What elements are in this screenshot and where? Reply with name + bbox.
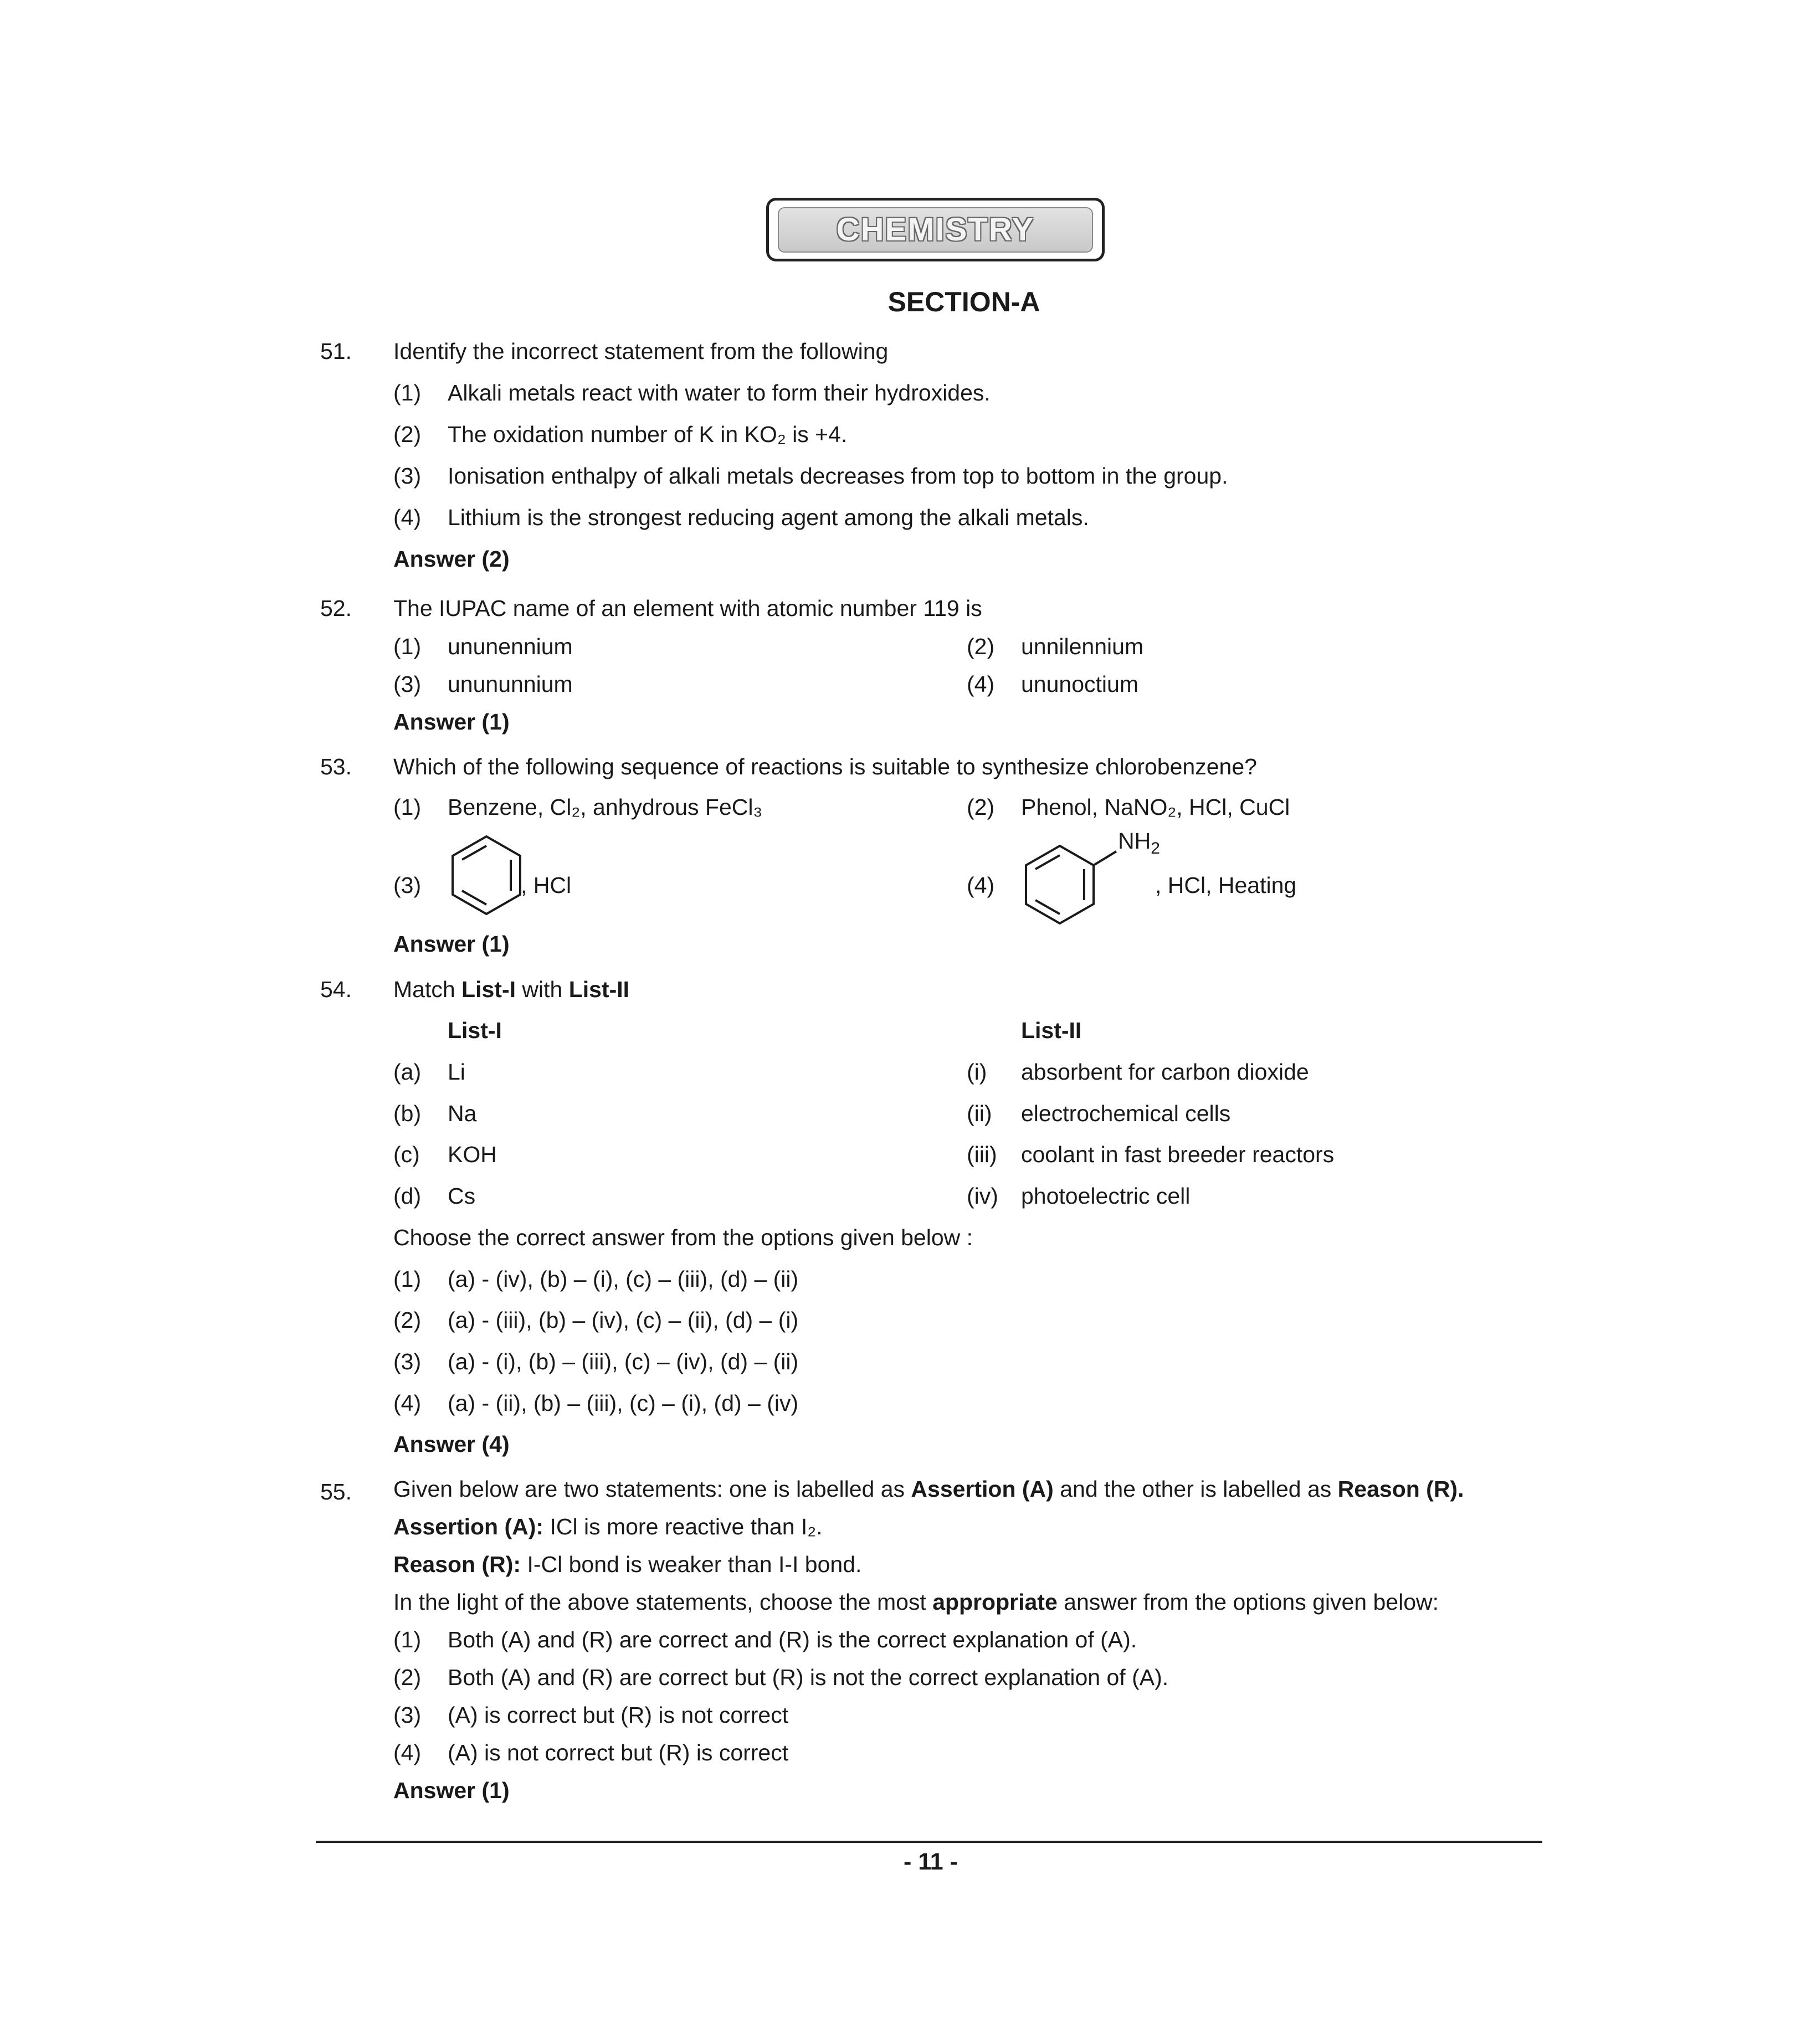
q54-text: Match List-I with List-II [393,977,630,1002]
q53-opt3: , HCl [521,872,572,898]
list1-c: KOH [448,1142,497,1167]
q55-reason: Reason (R): I-Cl bond is weaker than I-I bond. [393,1552,862,1577]
q51-opt3-num: (3) [393,463,422,489]
q51-opt2: The oxidation number of K in KO₂ is +4. [448,422,848,447]
q55-intro: Given below are two statements: one is labelled as Assertion (A) and the other is labelled as Reason (R). [393,1476,1464,1502]
q54-choose-text: Choose the correct answer from the options given below : [393,1225,973,1250]
list2-iv-num: (iv) [967,1183,998,1209]
list1-c-num: (c) [393,1142,420,1167]
aniline-ring-icon [1021,834,1121,922]
amino-group-label: $NH_2$ [1118,828,1160,858]
q51-opt1: Alkali metals react with water to form their hydroxides. [448,380,991,405]
q55-opt4-num: (4) [393,1740,422,1765]
subject-banner-inner [778,207,1093,253]
q53-opt2-num: (2) [967,794,995,820]
q54-opt1: (a) - (iv), (b) – (i), (c) – (iii), (d) – (ii) [448,1266,799,1292]
q55-answer: Answer (1) [393,1778,510,1803]
list1-d-num: (d) [393,1183,422,1209]
q54-opt3-num: (3) [393,1349,422,1374]
q55-assertion: Assertion (A): ICl is more reactive than I₂. [393,1514,823,1539]
q55-opt1-num: (1) [393,1627,422,1652]
list2-iv: photoelectric cell [1021,1183,1191,1209]
list2-ii-num: (ii) [967,1101,992,1126]
list1-b: Na [448,1101,477,1126]
q55-number: 55. [320,1479,352,1504]
q54-opt2: (a) - (iii), (b) – (iv), (c) – (ii), (d) – (i) [448,1307,799,1333]
benzene-ring-icon [448,832,525,921]
list1-d: Cs [448,1183,476,1209]
q54-number: 54. [320,977,352,1002]
list1-a: Li [448,1059,465,1085]
q51-opt1-num: (1) [393,380,422,405]
q54-answer: Answer (4) [393,1431,510,1457]
q52-opt4: ununoctium [1021,671,1138,697]
q53-opt4-num: (4) [967,872,995,898]
list2-iii: coolant in fast breeder reactors [1021,1142,1335,1167]
footer-divider [316,1841,1542,1843]
q53-answer: Answer (1) [393,931,510,957]
list2-iii-num: (iii) [967,1142,997,1167]
q54-opt3: (a) - (i), (b) – (iii), (c) – (iv), (d) – (ii) [448,1349,799,1374]
q55-opt2: Both (A) and (R) are correct but (R) is not the correct explanation of (A). [448,1665,1169,1690]
q54-opt2-num: (2) [393,1307,422,1333]
q52-answer: Answer (1) [393,709,510,735]
q51-opt2-num: (2) [393,422,422,447]
list2-i-num: (i) [967,1059,987,1085]
q54-opt4-num: (4) [393,1390,422,1416]
q55-opt3-num: (3) [393,1702,422,1728]
q53-opt3-num: (3) [393,872,422,898]
page-number: - 11 - [904,1848,958,1875]
q52-opt3-num: (3) [393,671,422,697]
q54-opt1-num: (1) [393,1266,422,1292]
q51-opt3: Ionisation enthalpy of alkali metals decreases from top to bottom in the group. [448,463,1228,489]
list1-a-num: (a) [393,1059,422,1085]
q52-opt2: unnilennium [1021,634,1144,659]
list2-heading: List-II [1021,1018,1082,1043]
q55-opt2-num: (2) [393,1665,422,1690]
q55-opt4: (A) is not correct but (R) is correct [448,1740,789,1765]
q52-number: 52. [320,595,352,621]
q51-number: 51. [320,338,352,364]
q52-text: The IUPAC name of an element with atomic number 119 is [393,595,982,621]
list2-ii: electrochemical cells [1021,1101,1231,1126]
q53-number: 53. [320,754,352,779]
q53-opt4: , HCl, Heating [1155,872,1297,898]
list1-heading: List-I [448,1018,502,1043]
q53-opt1-num: (1) [393,794,422,820]
list2-i: absorbent for carbon dioxide [1021,1059,1309,1085]
list1-b-num: (b) [393,1101,422,1126]
q53-text: Which of the following sequence of reactions is suitable to synthesize chlorobenzene? [393,754,1257,779]
q52-opt3: unununnium [448,671,573,697]
q51-opt4-num: (4) [393,505,422,530]
q54-opt4: (a) - (ii), (b) – (iii), (c) – (i), (d) – (iv) [448,1390,799,1416]
q51-text: Identify the incorrect statement from the following [393,338,889,364]
q51-opt4: Lithium is the strongest reducing agent among the alkali metals. [448,505,1089,530]
q53-opt1: Benzene, Cl₂, anhydrous FeCl₃ [448,794,763,820]
q55-opt3: (A) is correct but (R) is not correct [448,1702,789,1728]
q52-opt1-num: (1) [393,634,422,659]
q55-instruction: In the light of the above statements, choose the most appropriate answer from the options given below: [393,1589,1439,1615]
q52-opt1: ununennium [448,634,573,659]
section-title: SECTION-A [887,286,1040,317]
q52-opt4-num: (4) [967,671,995,697]
q53-opt2: Phenol, NaNO₂, HCl, CuCl [1021,794,1290,820]
q51-answer: Answer (2) [393,546,510,572]
q55-opt1: Both (A) and (R) are correct and (R) is the correct explanation of (A). [448,1627,1137,1652]
q52-opt2-num: (2) [967,634,995,659]
subject-banner [766,198,1105,261]
subject-title: CHEMISTRY [836,212,1035,248]
